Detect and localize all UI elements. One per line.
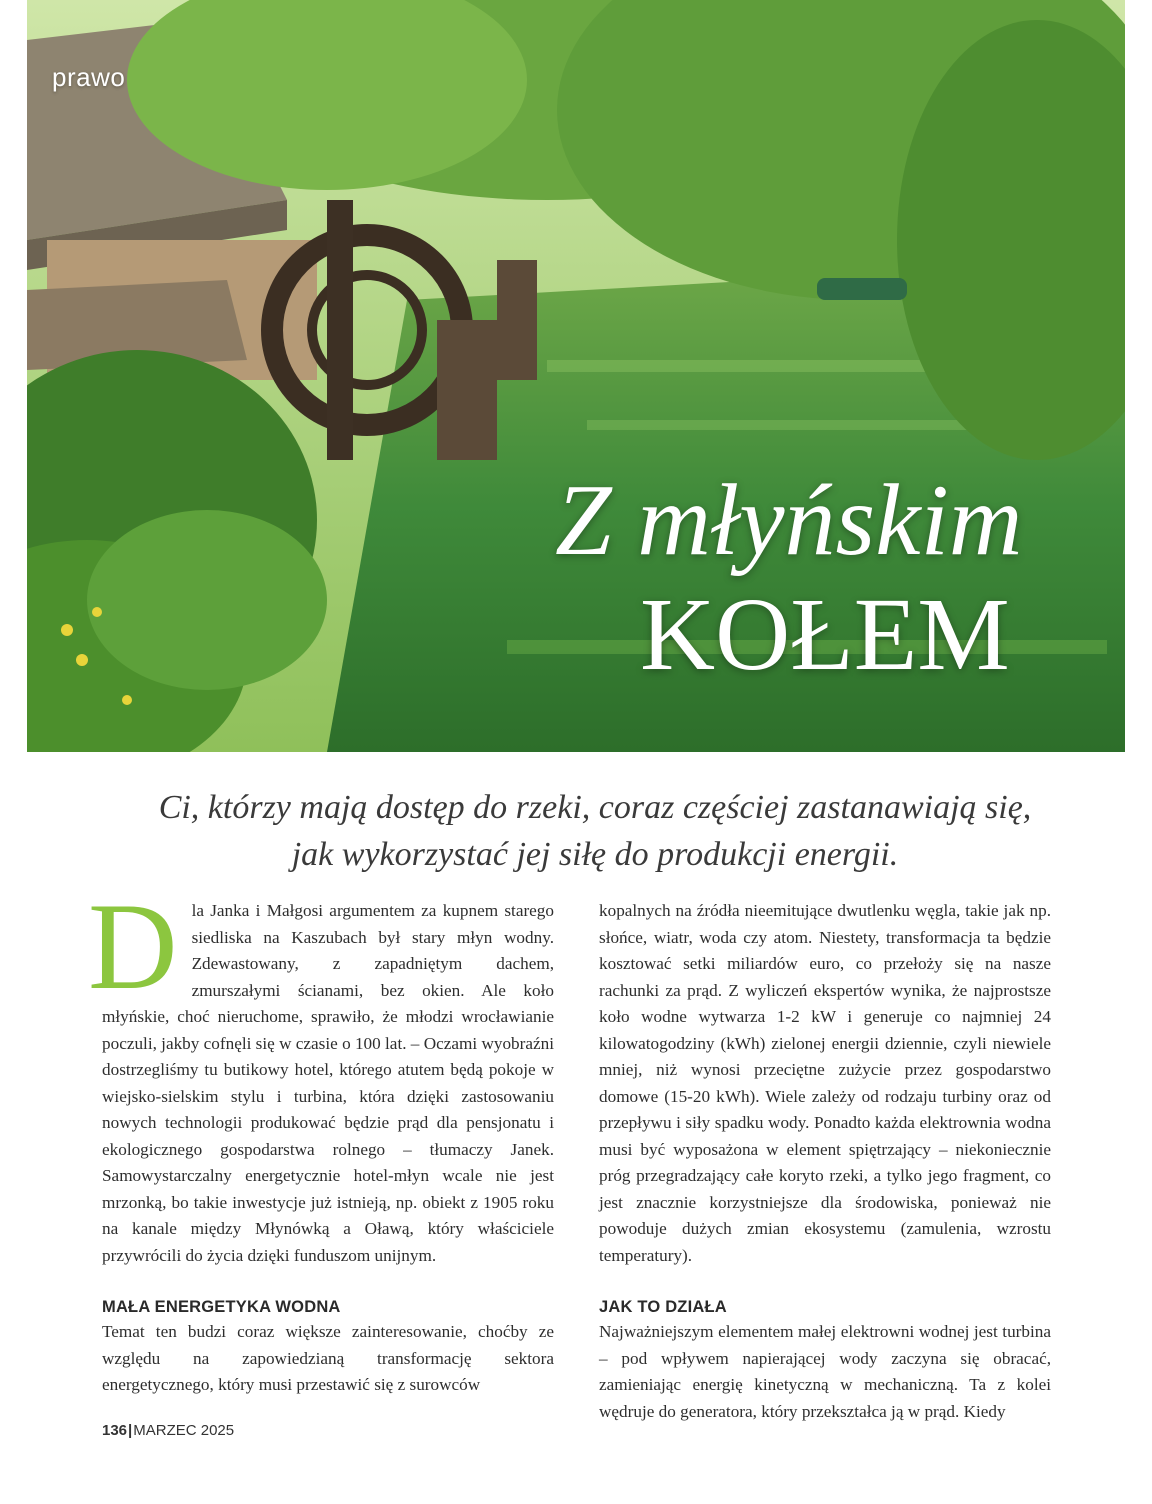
article-title-line2: KOŁEM	[640, 577, 1010, 692]
article-title-line1: Z młyńskim	[555, 464, 1023, 577]
subheading-jak-to-dziala: JAK TO DZIAŁA	[599, 1298, 727, 1316]
section-label: prawo	[52, 62, 126, 92]
lead-line2: jak wykorzystać jej siłę do produkcji energii.	[291, 836, 899, 873]
page-number: 136	[102, 1422, 128, 1439]
article-paragraph-1: la Janka i Małgosi argumentem za kupnem starego siedliska na Kaszubach był stary młyn wodny. Zdewastowany, z zapadniętym dachem, zmurszałymi ścianami, bez okien. Ale koło młyńskie, choć nieruchome, sprawiło, że młodzi wrocławianie poczuli, jakby cofnęli się w czasie o 100 lat. – Oczami wyobraźni dostrzegliśmy tu butikowy hotel, którego atutem będą pokoje w wiejsko-sielskim stylu i turbina, która dzięki zastosowaniu nowych technologii produkować będzie prąd dla pensjonatu i ekologicznego gospodarstwa rolnego – tłumaczy Janek. Samowystarczalny energetycznie hotel-młyn wcale nie jest mrzonką, bo takie inwestycje już istnieją, np. obiekt z 1905 roku na kanale między Młynówką a Oławą, który właściciele przywrócili do życia dzięki funduszom unijnym.	[102, 901, 554, 1265]
article-column-left	[88, 878, 554, 1399]
article-column-right	[599, 898, 1051, 1425]
article-paragraph-2: Temat ten budzi coraz większe zainteresowanie, choćby ze względu na zapowiedzianą transformację sektora energetycznego, który musi przestawić się z surowców	[102, 1322, 554, 1394]
issue-date: MARZEC 2025	[133, 1422, 235, 1439]
article-paragraph-4: Najważniejszym elementem małej elektrowni wodnej jest turbina – pod wpływem napierającej wody zaczyna się obracać, zamieniając energię kinetyczną w mechaniczną. Ta z kolei wędruje do generatora, który przekształca ją w prąd. Kiedy	[599, 1322, 1051, 1421]
drop-cap: D	[88, 878, 178, 1015]
lead-line1: Ci, którzy mają dostęp do rzeki, coraz częściej zastanawiają się,	[158, 789, 1032, 826]
lead-paragraph	[100, 784, 1090, 878]
footer-separator: |	[128, 1422, 133, 1439]
article-paragraph-3: kopalnych na źródła nieemitujące dwutlenku węgla, takie jak np. słońce, wiatr, woda czy atom. Niestety, transformacja ta będzie kosztować setki miliardów euro, co przełoży się na nasze rachunki za prąd. Z wyliczeń ekspertów wynika, że najprostsze koło wodne wytwarza 1-2 kW i generuje co najmniej 24 kilowatogodziny (kWh) zielonej energii dziennie, czyli niewiele mniej, niż wynosi przeciętne zużycie przez gospodarstwo domowe (15-20 kWh). Wiele zależy od rodzaju turbiny oraz od przepływu i siły spadku wody. Ponadto każda elektrownia wodna musi być wyposażona w element spiętrzający – niekoniecznie próg przegradzający całe koryto rzeki, a tylko jego fragment, co jest znacznie korzystniejsze dla środowiska, ponieważ nie powoduje dużych zmian ekosystemu (zamulenia, wzrostu temperatury).	[599, 901, 1051, 1265]
subheading-mala-energetyka: MAŁA ENERGETYKA WODNA	[102, 1298, 341, 1316]
page-footer	[102, 1422, 234, 1439]
